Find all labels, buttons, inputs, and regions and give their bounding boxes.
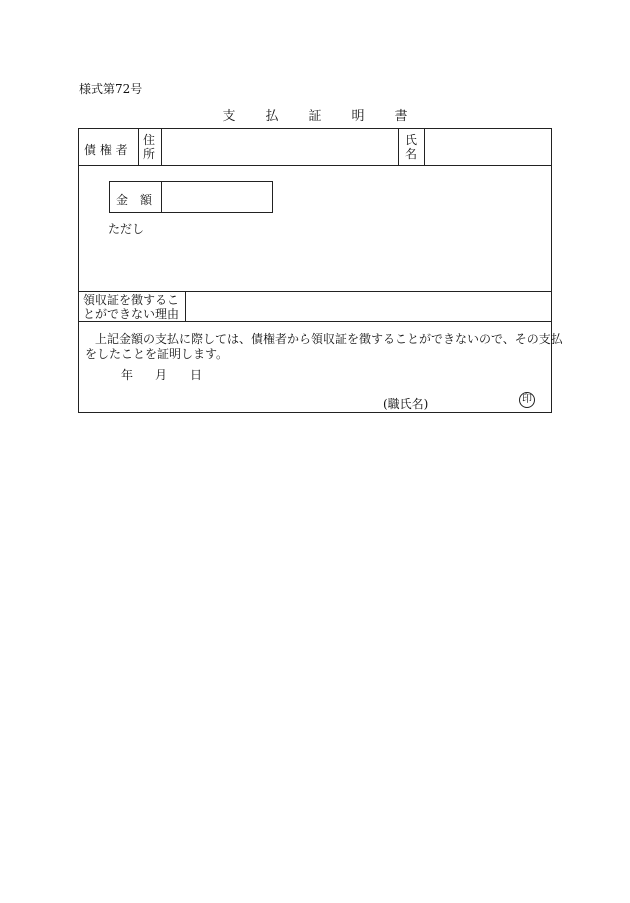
col-divider-address-label [161,128,162,166]
proviso-label: ただし [108,222,145,236]
col-divider-creditor-label [138,128,139,166]
address-field[interactable] [164,130,396,164]
row-divider-amount [78,291,552,292]
certification-text-line2: をしたことを証明します。 [85,347,229,361]
row-divider-reason [78,321,552,322]
amount-box-divider [161,181,162,213]
name-label-top: 氏 [405,133,418,147]
col-divider-reason-label [185,291,186,322]
row-divider-creditor [78,165,552,166]
address-label-bottom: 所 [143,147,156,161]
document-title: 支払証明書 [222,109,438,124]
creditor-label: 債 権 者 [84,143,128,157]
col-divider-address-value [398,128,399,166]
date-day-label: 日 [190,368,203,382]
seal-mark-icon: 印 [519,392,535,408]
certificate-form-table [78,128,552,413]
name-field[interactable] [427,130,549,164]
col-divider-name-label [424,128,425,166]
reason-label-line1: 領収証を徴するこ [83,293,180,307]
address-label-top: 住 [143,133,156,147]
reason-label-line2: とができない理由 [83,307,180,321]
reason-field[interactable] [188,293,549,320]
date-month-label: 月 [155,368,168,382]
amount-label: 金 額 [116,193,153,207]
official-name-label: (職氏名) [383,397,429,411]
date-year-label: 年 [121,368,134,382]
name-label-bottom: 名 [405,147,418,161]
certification-text-line1: 上記金額の支払に際しては、債権者から領収証を徴することができないので、その支払 [95,332,563,346]
amount-field[interactable] [164,183,270,211]
form-number: 様式第72号 [79,82,143,96]
